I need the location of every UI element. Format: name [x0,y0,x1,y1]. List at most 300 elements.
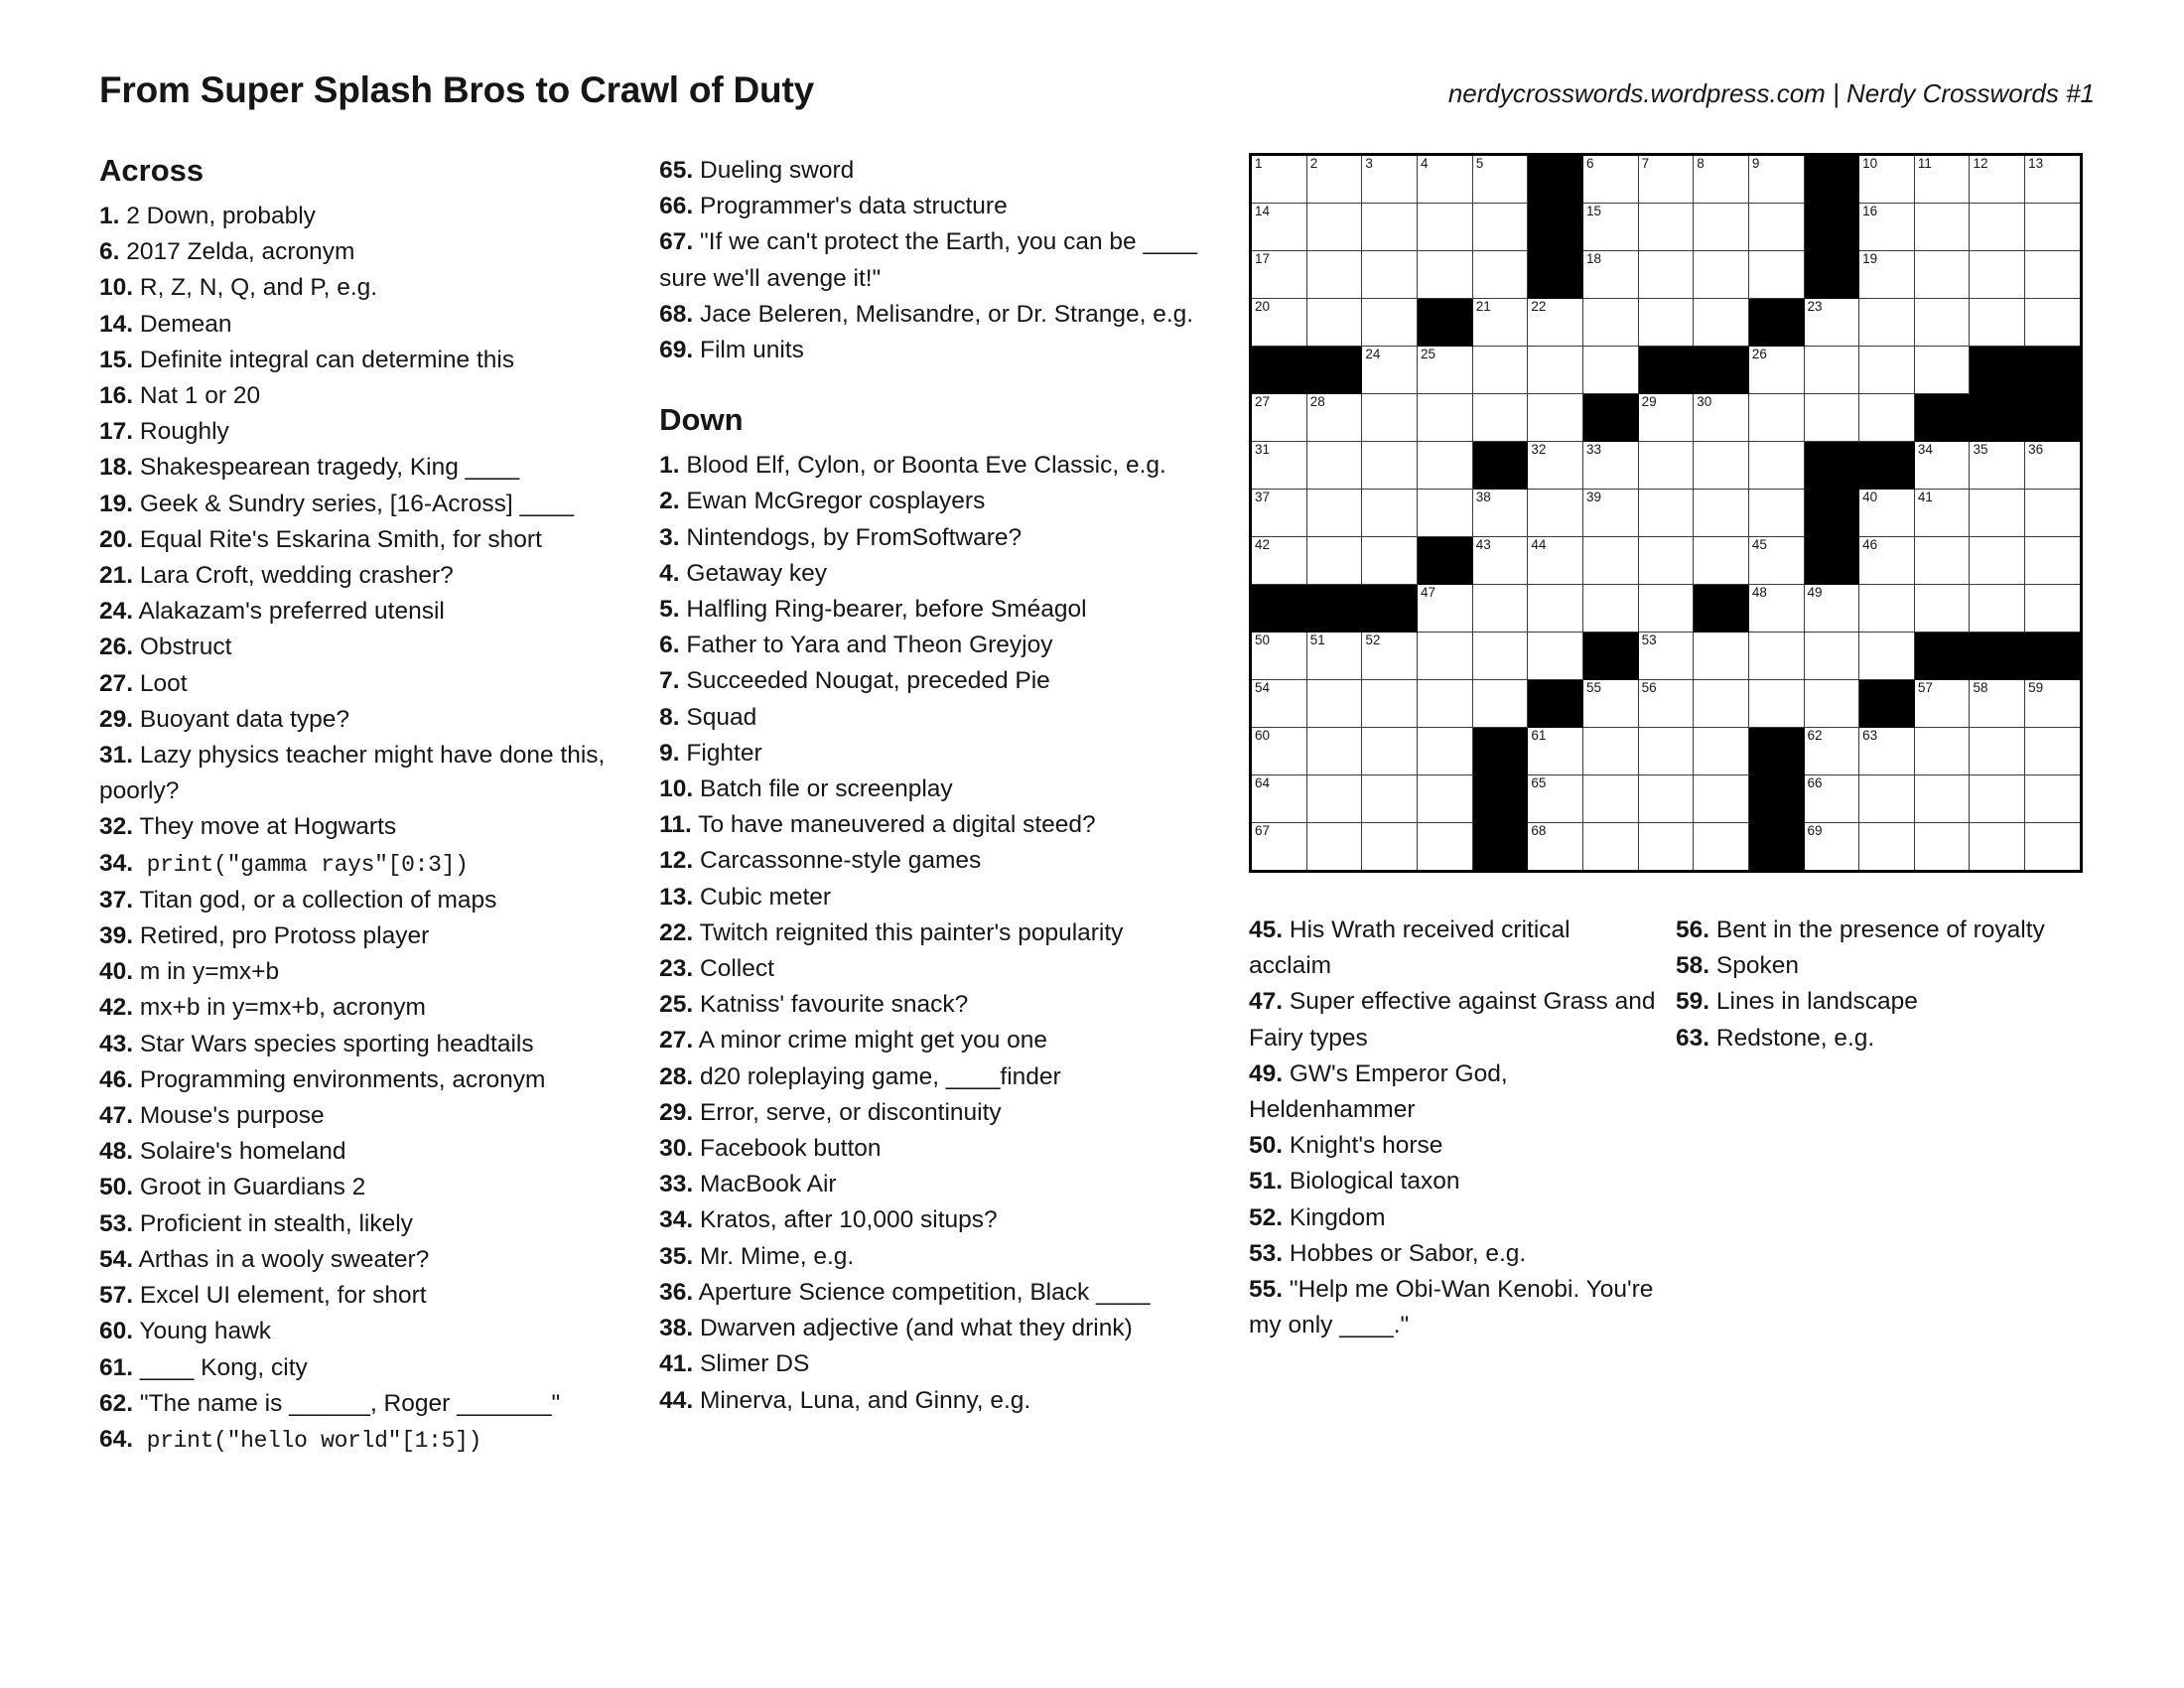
clue-text: 2017 Zelda, acronym [119,238,355,266]
grid-cell[interactable] [1859,728,1915,775]
grid-cell[interactable] [1362,490,1418,537]
grid-cell[interactable] [1638,394,1694,442]
grid-cell[interactable] [1638,823,1694,872]
grid-cell[interactable] [1970,204,2025,251]
grid-row [1251,394,2082,442]
grid-cell[interactable] [1418,251,1473,299]
clue-number: 6. [659,632,680,659]
grid-cell[interactable] [1528,585,1583,633]
clue-text: Lara Croft, wedding crasher? [133,562,454,590]
grid-cell[interactable] [1804,299,1859,347]
grid-cell-block [1528,680,1583,728]
clue-text: Fighter [679,739,762,767]
grid-cell[interactable] [1306,204,1362,251]
clue-number: 26. [99,633,134,661]
grid-cell[interactable] [1528,347,1583,394]
grid-cell[interactable] [1694,204,1749,251]
grid-cell[interactable] [1528,490,1583,537]
grid-cell[interactable] [1418,155,1473,204]
clue-number: 34. [659,1206,694,1234]
grid-cell[interactable] [1859,155,1915,204]
clue-text: To have maneuvered a digital steed? [691,811,1096,839]
grid-cell[interactable] [1306,155,1362,204]
grid-cell[interactable] [1528,442,1583,490]
grid-cell[interactable] [1306,442,1362,490]
grid-cell-block [1804,442,1859,490]
grid-cell[interactable] [1251,442,1307,490]
clue-item [659,1275,1229,1311]
grid-cell[interactable] [1418,823,1473,872]
grid-cell[interactable] [1970,299,2025,347]
grid-cell[interactable] [1582,299,1638,347]
clue-item [99,558,639,594]
grid-cell[interactable] [1472,585,1528,633]
grid-cell-number: 58 [1973,680,1988,695]
clue-number: 60. [99,1318,134,1345]
grid-cell[interactable] [1251,537,1307,585]
grid-cell[interactable] [1306,394,1362,442]
clue-number: 32. [99,813,134,841]
grid-cell[interactable] [1859,347,1915,394]
clue-number: 47. [99,1102,134,1130]
clue-text: Redstone, e.g. [1709,1024,1875,1052]
across-clue-list-1 [99,199,639,1459]
clue-number: 25. [659,991,694,1019]
clue-item [99,1242,639,1278]
grid-cell[interactable] [1970,537,2025,585]
grid-cell[interactable] [1472,347,1528,394]
clue-number: 61. [99,1353,134,1381]
grid-cell[interactable] [1472,394,1528,442]
grid-cell[interactable] [1251,490,1307,537]
grid-cell[interactable] [1694,537,1749,585]
grid-cell[interactable] [1528,394,1583,442]
clue-number: 41. [659,1350,694,1378]
grid-cell[interactable] [1306,775,1362,823]
grid-cell[interactable] [1694,442,1749,490]
grid-cell[interactable] [1582,537,1638,585]
grid-cell[interactable] [1306,728,1362,775]
grid-cell[interactable] [2025,728,2082,775]
clue-item [99,1027,639,1062]
grid-cell[interactable] [1251,633,1307,680]
grid-cell[interactable] [1472,251,1528,299]
grid-cell[interactable] [1362,299,1418,347]
grid-cell[interactable] [1362,633,1418,680]
grid-cell-number: 51 [1309,633,1325,647]
grid-cell[interactable] [1970,775,2025,823]
grid-cell[interactable] [1859,251,1915,299]
grid-cell[interactable] [1970,728,2025,775]
grid-cell[interactable] [1362,537,1418,585]
grid-cell[interactable] [1804,728,1859,775]
grid-cell-number: 53 [1641,633,1657,647]
grid-cell[interactable] [1418,490,1473,537]
grid-cell[interactable] [1970,680,2025,728]
grid-row [1251,347,2082,394]
grid-cell[interactable] [1694,728,1749,775]
grid-cell[interactable] [2025,490,2082,537]
grid-cell[interactable] [2025,823,2082,872]
grid-cell[interactable] [1306,633,1362,680]
clue-item [659,843,1229,879]
grid-cell[interactable] [1528,775,1583,823]
grid-cell[interactable] [1859,775,1915,823]
grid-cell-number: 48 [1751,585,1767,600]
grid-cell[interactable] [1528,633,1583,680]
clue-text: Biological taxon [1283,1168,1460,1196]
grid-cell[interactable] [1694,633,1749,680]
grid-cell[interactable] [1418,775,1473,823]
grid-cell[interactable] [1582,823,1638,872]
clue-number: 65. [659,157,694,184]
clue-text: "If we can't protect the Earth, you can be ____ sure we'll avenge it!" [659,228,1197,292]
clue-number: 10. [659,775,694,803]
clue-text: print("hello world"[1:5]) [133,1427,482,1454]
grid-cell[interactable] [2025,155,2082,204]
grid-cell[interactable] [1306,680,1362,728]
grid-cell[interactable] [1914,680,1970,728]
grid-cell[interactable] [1748,204,1804,251]
clue-text: Super effective against Grass and Fairy types [1249,988,1656,1052]
clue-text: Titan god, or a collection of maps [133,886,497,914]
grid-cell[interactable] [1914,251,1970,299]
grid-cell[interactable] [1859,823,1915,872]
grid-cell[interactable] [1528,299,1583,347]
grid-cell[interactable] [1362,155,1418,204]
grid-cell[interactable] [1362,680,1418,728]
grid-cell-block [1306,347,1362,394]
grid-cell[interactable] [1638,299,1694,347]
grid-cell[interactable] [1418,728,1473,775]
grid-cell[interactable] [1582,585,1638,633]
grid-cell[interactable] [1582,347,1638,394]
clue-item [659,1202,1229,1238]
grid-cell[interactable] [1472,537,1528,585]
crossword-grid[interactable] [1249,153,2083,873]
grid-cell[interactable] [1251,823,1307,872]
clue-number: 59. [1676,988,1710,1016]
clue-item [1249,1056,1658,1128]
grid-cell[interactable] [1418,585,1473,633]
grid-cell[interactable] [2025,251,2082,299]
grid-cell[interactable] [1914,490,1970,537]
grid-cell[interactable] [1582,204,1638,251]
clue-number: 45. [1249,916,1284,943]
grid-cell[interactable] [1472,299,1528,347]
grid-cell[interactable] [1748,585,1804,633]
grid-cell[interactable] [1251,204,1307,251]
clue-text: They move at Hogwarts [133,813,397,841]
grid-cell[interactable] [1694,680,1749,728]
clue-number: 35. [659,1242,694,1270]
grid-cell[interactable] [1859,204,1915,251]
grid-cell[interactable] [1859,299,1915,347]
grid-cell[interactable] [1472,204,1528,251]
grid-cell[interactable] [1694,490,1749,537]
grid-cell[interactable] [1748,442,1804,490]
grid-cell[interactable] [1582,680,1638,728]
grid-cell-block [1748,728,1804,775]
grid-cell[interactable] [1472,680,1528,728]
grid-cell[interactable] [1748,680,1804,728]
grid-cell[interactable] [1528,537,1583,585]
grid-cell[interactable] [1859,585,1915,633]
clue-item [99,487,639,522]
grid-row [1251,728,2082,775]
clue-item [99,450,639,486]
grid-cell[interactable] [1306,251,1362,299]
grid-cell[interactable] [1418,347,1473,394]
grid-cell[interactable] [1804,680,1859,728]
grid-cell-block [1528,251,1583,299]
grid-cell[interactable] [2025,585,2082,633]
grid-cell[interactable] [1362,728,1418,775]
clue-text: R, Z, N, Q, and P, e.g. [133,274,378,302]
across-down-column-2 [659,153,1249,1419]
grid-cell[interactable] [1914,585,1970,633]
grid-cell[interactable] [1694,299,1749,347]
grid-cell[interactable] [1528,728,1583,775]
grid-cell-number: 67 [1255,823,1271,838]
crossword-grid-wrapper [1249,153,2105,873]
grid-cell-block [1694,585,1749,633]
grid-cell[interactable] [1251,155,1307,204]
grid-cell[interactable] [1306,299,1362,347]
grid-cell[interactable] [1418,442,1473,490]
clue-item [99,378,639,414]
grid-cell-block [1748,823,1804,872]
grid-cell[interactable] [1914,299,1970,347]
clue-text: Father to Yara and Theon Greyjoy [679,632,1053,659]
grid-cell[interactable] [1638,490,1694,537]
grid-cell[interactable] [1748,537,1804,585]
grid-cell-number: 1 [1255,156,1263,171]
grid-cell[interactable] [2025,442,2082,490]
grid-cell[interactable] [1472,490,1528,537]
clue-item [1249,1272,1658,1343]
clue-item [659,1383,1229,1419]
clue-number: 3. [659,523,680,551]
grid-cell[interactable] [1638,537,1694,585]
grid-cell[interactable] [1638,680,1694,728]
grid-cell[interactable] [2025,537,2082,585]
grid-cell[interactable] [1970,585,2025,633]
grid-cell-number: 38 [1475,490,1491,504]
grid-cell[interactable] [1914,442,1970,490]
grid-cell[interactable] [1418,680,1473,728]
grid-row [1251,204,2082,251]
grid-cell[interactable] [1694,823,1749,872]
clue-item [659,189,1229,224]
grid-cell[interactable] [1251,299,1307,347]
grid-cell[interactable] [1914,347,1970,394]
clue-item [99,414,639,450]
grid-cell[interactable] [1914,728,1970,775]
grid-cell-block [1914,394,1970,442]
grid-cell[interactable] [1251,728,1307,775]
clue-number: 62. [99,1389,134,1417]
grid-cell[interactable] [1418,204,1473,251]
clue-number: 14. [99,310,134,338]
grid-cell[interactable] [1251,394,1307,442]
clue-number: 23. [659,955,694,983]
grid-cell-number: 62 [1807,728,1823,743]
grid-cell[interactable] [1914,775,1970,823]
grid-cell[interactable] [1362,775,1418,823]
grid-cell[interactable] [1472,633,1528,680]
clue-item [1676,913,2085,948]
grid-cell-number: 59 [2028,680,2044,695]
grid-cell[interactable] [1582,155,1638,204]
grid-cell[interactable] [1528,823,1583,872]
grid-cell[interactable] [1748,251,1804,299]
grid-cell[interactable] [1582,490,1638,537]
grid-cell[interactable] [1804,394,1859,442]
clue-item [659,628,1229,663]
grid-cell[interactable] [1362,394,1418,442]
grid-cell[interactable] [1472,155,1528,204]
grid-cell[interactable] [1362,251,1418,299]
grid-cell[interactable] [1362,823,1418,872]
clue-number: 57. [99,1282,134,1310]
grid-cell[interactable] [2025,775,2082,823]
grid-cell[interactable] [1970,251,2025,299]
clue-text: Lines in landscape [1709,988,1918,1016]
clue-text: print("gamma rays"[0:3]) [133,851,469,878]
grid-cell[interactable] [1748,490,1804,537]
clue-number: 7. [659,667,680,695]
grid-cell[interactable] [1638,204,1694,251]
grid-cell-number: 47 [1421,585,1436,600]
grid-cell-number: 52 [1365,633,1381,647]
clue-text: Minerva, Luna, and Ginny, e.g. [693,1386,1031,1414]
clue-item [1676,984,2085,1020]
clue-number: 42. [99,994,134,1022]
grid-cell[interactable] [1748,347,1804,394]
grid-cell[interactable] [1748,394,1804,442]
grid-cell-block [2025,347,2082,394]
grid-cell[interactable] [1748,633,1804,680]
grid-cell[interactable] [1694,394,1749,442]
grid-cell[interactable] [2025,680,2082,728]
grid-cell[interactable] [1804,633,1859,680]
grid-cell-block [1528,204,1583,251]
down-clues-below-grid [1249,913,2105,1343]
grid-row [1251,442,2082,490]
grid-cell[interactable] [1582,728,1638,775]
clue-number: 18. [99,454,134,482]
clue-item [659,297,1229,333]
grid-cell[interactable] [1638,633,1694,680]
grid-cell[interactable] [1970,155,2025,204]
grid-cell-block [1748,299,1804,347]
clue-text: Ewan McGregor cosplayers [679,488,986,515]
clue-number: 39. [99,922,134,950]
clue-number: 17. [99,418,134,446]
page-header [99,70,2095,111]
clue-number: 44. [659,1386,694,1414]
grid-cell[interactable] [1638,585,1694,633]
clue-text: Nat 1 or 20 [133,382,261,410]
grid-cell[interactable] [1694,775,1749,823]
grid-cell[interactable] [1859,490,1915,537]
clue-text: Collect [693,955,774,983]
grid-cell[interactable] [1914,155,1970,204]
grid-cell[interactable] [1582,442,1638,490]
clue-item [659,700,1229,736]
grid-cell[interactable] [2025,299,2082,347]
grid-cell[interactable] [1804,823,1859,872]
grid-cell[interactable] [1306,490,1362,537]
grid-cell-number: 64 [1255,775,1271,790]
grid-cell[interactable] [1582,775,1638,823]
grid-cell[interactable] [1694,251,1749,299]
grid-cell[interactable] [1804,775,1859,823]
grid-cell[interactable] [1638,442,1694,490]
grid-cell[interactable] [1638,728,1694,775]
clue-number: 4. [659,559,680,587]
grid-cell[interactable] [1418,633,1473,680]
grid-cell[interactable] [1970,490,2025,537]
grid-cell-number: 26 [1751,347,1767,361]
grid-cell-number: 60 [1255,728,1271,743]
grid-cell[interactable] [1914,204,1970,251]
grid-cell[interactable] [1859,537,1915,585]
grid-cell[interactable] [1362,204,1418,251]
grid-cell[interactable] [1306,537,1362,585]
grid-cell-number: 14 [1255,204,1271,218]
clue-text: Cubic meter [693,883,832,911]
grid-cell[interactable] [1638,251,1694,299]
grid-cell[interactable] [1804,347,1859,394]
grid-cell[interactable] [1638,775,1694,823]
grid-cell[interactable] [1970,442,2025,490]
clue-number: 37. [99,886,134,914]
grid-cell[interactable] [1748,155,1804,204]
clue-item [99,199,639,234]
grid-cell[interactable] [2025,204,2082,251]
grid-cell[interactable] [1804,585,1859,633]
grid-cell[interactable] [1362,442,1418,490]
grid-cell[interactable] [1362,347,1418,394]
grid-cell[interactable] [1859,394,1915,442]
clue-text: Equal Rite's Eskarina Smith, for short [133,525,542,553]
content-area [99,153,2105,1459]
grid-cell-number: 57 [1917,680,1933,695]
grid-cell[interactable] [1251,251,1307,299]
grid-cell[interactable] [1859,633,1915,680]
grid-cell[interactable] [1914,537,1970,585]
grid-cell-block [1804,251,1859,299]
grid-cell[interactable] [1251,775,1307,823]
clue-item [659,1131,1229,1167]
grid-cell[interactable] [1970,823,2025,872]
grid-cell[interactable] [1251,680,1307,728]
clue-item [659,880,1229,915]
grid-cell[interactable] [1694,155,1749,204]
grid-cell[interactable] [1306,823,1362,872]
clue-item [99,702,639,738]
grid-cell[interactable] [1582,251,1638,299]
grid-cell[interactable] [1418,394,1473,442]
clue-item [99,270,639,306]
crossword-grid-body [1251,155,2082,872]
grid-row [1251,680,2082,728]
grid-cell[interactable] [1914,823,1970,872]
grid-cell[interactable] [1638,155,1694,204]
clue-text: Blood Elf, Cylon, or Boonta Eve Classic, e.g. [679,452,1166,480]
